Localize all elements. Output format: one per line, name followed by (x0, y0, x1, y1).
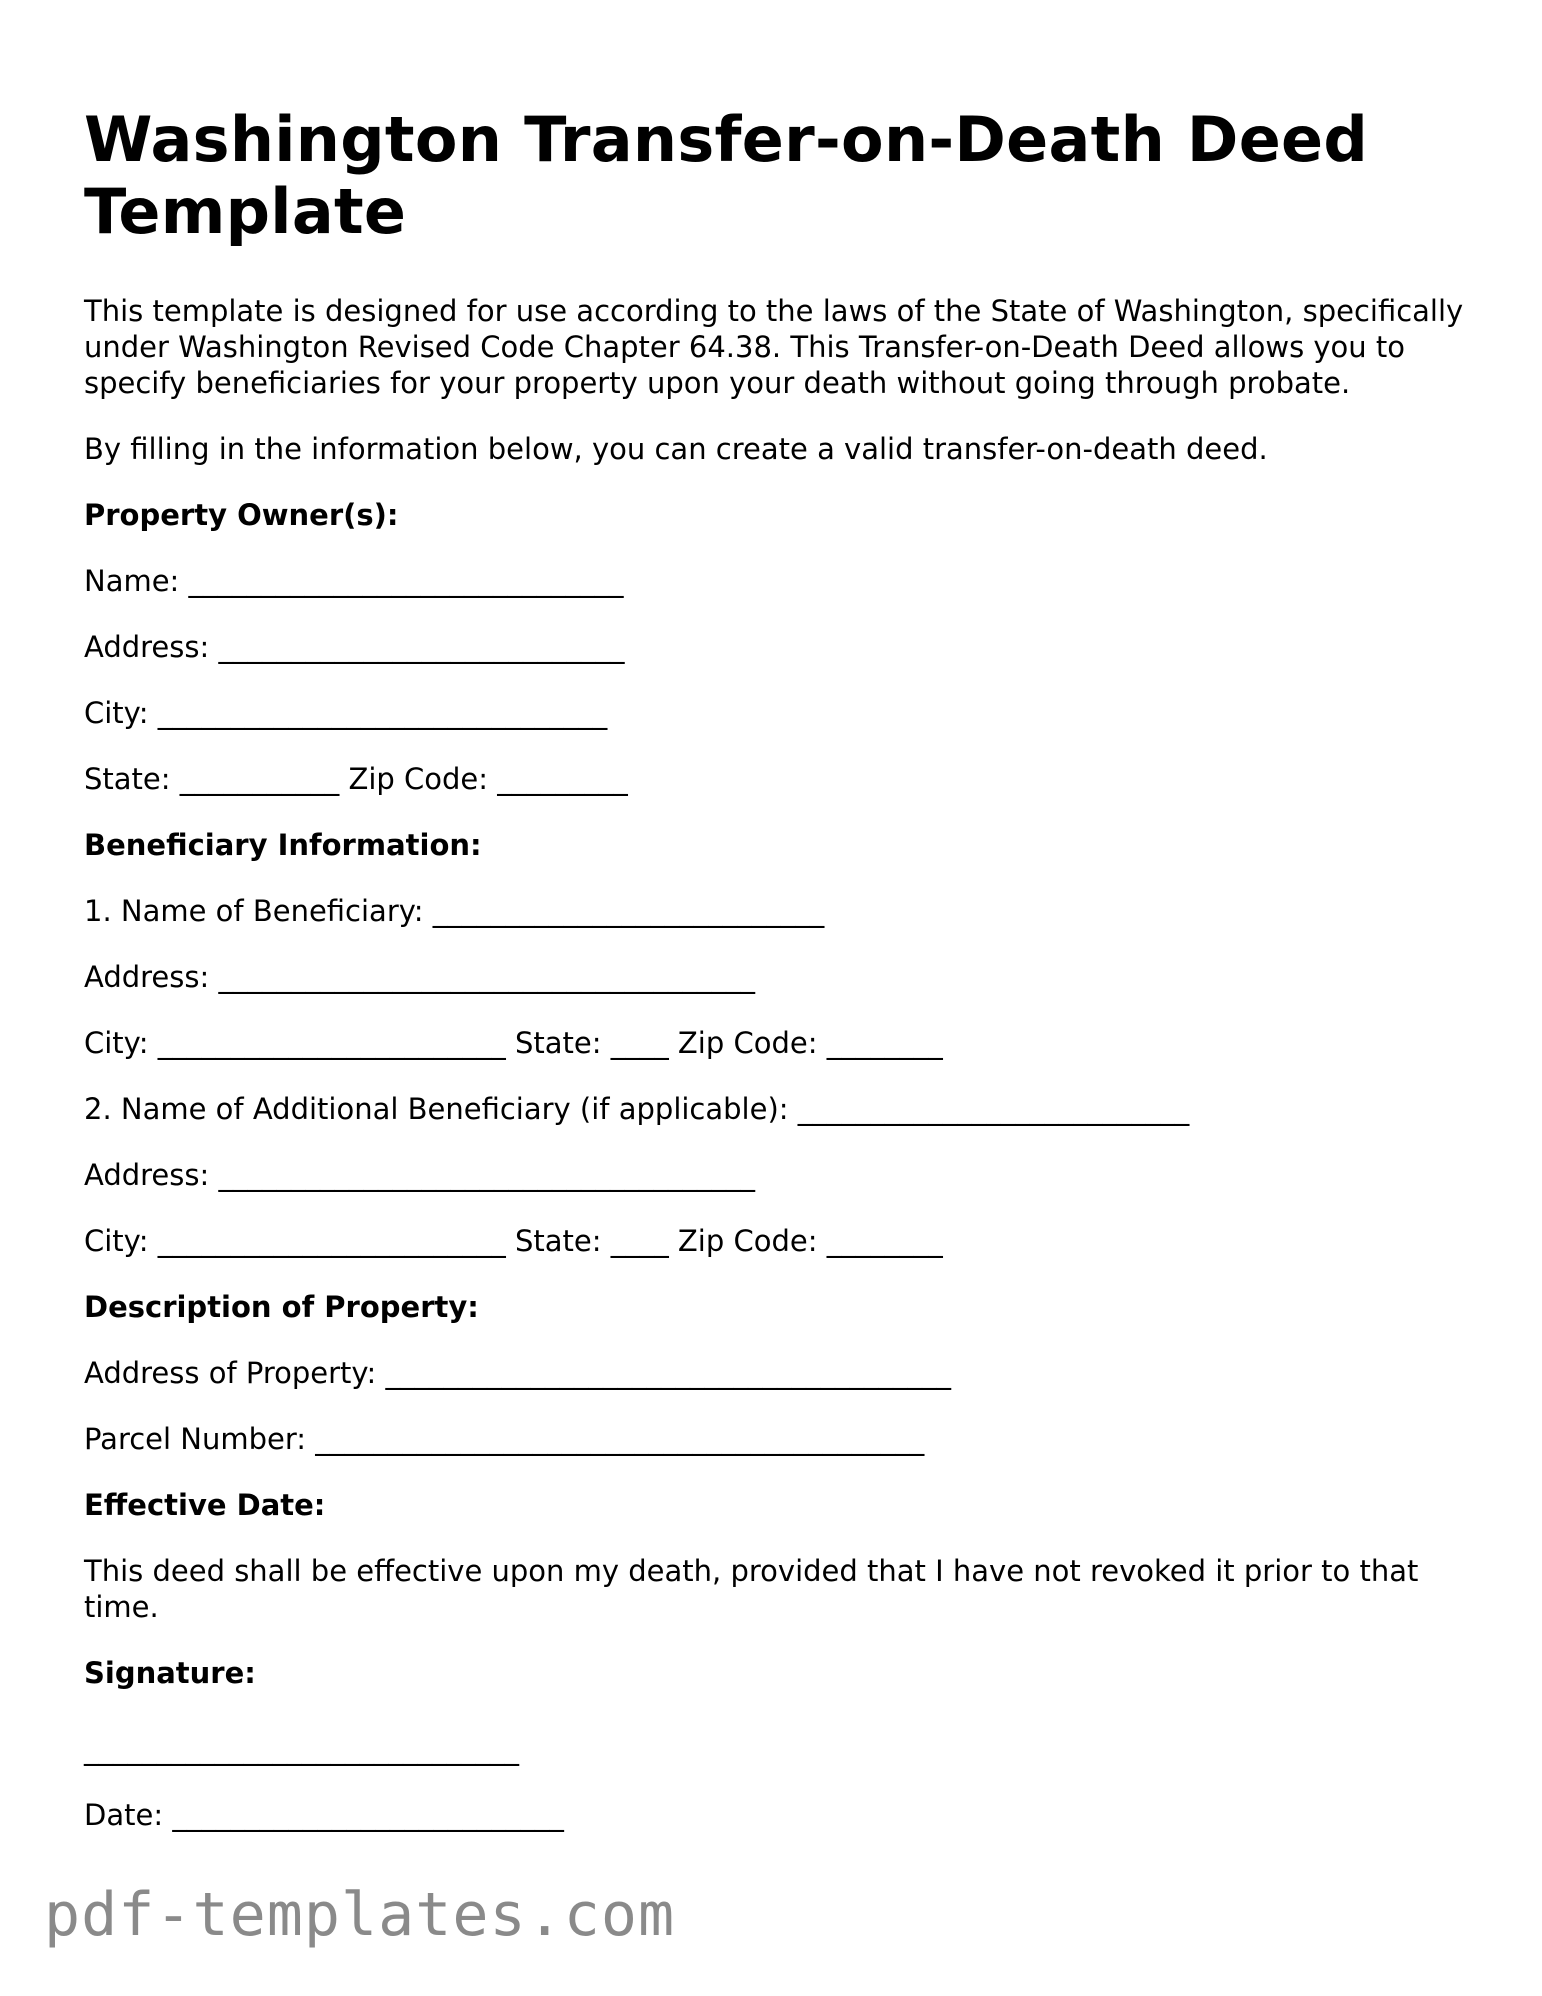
beneficiary-1-state-field[interactable]: ____ (610, 1026, 669, 1060)
beneficiary-1-address-line (84, 959, 1464, 995)
owner-city-label: City: (84, 696, 149, 730)
beneficiary-2-city-line (84, 1223, 1464, 1259)
owner-name-field[interactable]: ______________________________ (188, 564, 624, 598)
owner-address-label: Address: (84, 630, 210, 664)
owner-state-label: State: (84, 762, 171, 796)
intro-paragraph: This template is designed for use according to the laws of the State of Washington, specifically under Washington Revised Code Chapter 64.38. This Transfer-on-Death Deed allows you to specify beneficiaries for your property upon your death without going through probate. (84, 294, 1464, 400)
document-title: Washington Transfer-on-Death Deed Template (84, 103, 1369, 248)
beneficiary-1-address-label: Address: (84, 960, 210, 994)
beneficiary-1-zip-field[interactable]: ________ (826, 1026, 943, 1060)
beneficiary-2-address-label: Address: (84, 1158, 210, 1192)
beneficiary-1-zip-label: Zip Code: (677, 1026, 818, 1060)
owner-state-field[interactable]: ___________ (179, 762, 340, 796)
effective-date-text: This deed shall be effective upon my death, provided that I have not revoked it prior to that time. (84, 1554, 1419, 1624)
signature-date-line (84, 1797, 1464, 1833)
owner-name-line (84, 563, 1464, 599)
effective-date-heading: Effective Date: (84, 1488, 326, 1522)
property-address-field[interactable]: _______________________________________ (385, 1356, 951, 1390)
beneficiary-2-city-label: City: (84, 1224, 149, 1258)
beneficiary-1-city-label: City: (84, 1026, 149, 1060)
property-heading: Description of Property: (84, 1290, 479, 1324)
beneficiary-1-city-line (84, 1025, 1464, 1061)
beneficiary-2-name-line (84, 1091, 1464, 1127)
instruction-paragraph: By filling in the information below, you can create a valid transfer-on-death deed. (84, 432, 1268, 466)
beneficiary-2-name-field[interactable]: ___________________________ (797, 1092, 1190, 1126)
parcel-number-label: Parcel Number: (84, 1422, 307, 1456)
beneficiary-2-zip-label: Zip Code: (677, 1224, 818, 1258)
owner-address-line (84, 629, 1464, 665)
beneficiary-heading: Beneficiary Information: (84, 828, 482, 862)
beneficiary-2-zip-field[interactable]: ________ (826, 1224, 943, 1258)
signature-field[interactable]: ______________________________ (84, 1732, 519, 1766)
signature-date-label: Date: (84, 1798, 164, 1832)
parcel-number-field[interactable]: __________________________________________ (315, 1422, 925, 1456)
owner-heading: Property Owner(s): (84, 498, 399, 532)
beneficiary-1-city-field[interactable]: ________________________ (157, 1026, 506, 1060)
owner-name-label: Name: (84, 564, 180, 598)
watermark-text: pdf-templates.com (44, 1880, 676, 1950)
beneficiary-1-state-label: State: (514, 1026, 602, 1060)
beneficiary-2-city-field[interactable]: ________________________ (157, 1224, 506, 1258)
owner-city-line (84, 695, 1464, 731)
signature-heading: Signature: (84, 1656, 256, 1690)
beneficiary-2-address-line (84, 1157, 1464, 1193)
owner-state-zip-line (84, 761, 1464, 797)
property-address-label: Address of Property: (84, 1356, 377, 1390)
owner-zip-field[interactable]: _________ (497, 762, 628, 796)
beneficiary-2-address-field[interactable]: _____________________________________ (218, 1158, 755, 1192)
owner-city-field[interactable]: _______________________________ (157, 696, 608, 730)
parcel-number-line (84, 1421, 1464, 1457)
beneficiary-2-name-label: 2. Name of Additional Beneficiary (if applicable): (84, 1092, 789, 1126)
property-address-line (84, 1355, 1464, 1391)
owner-zip-label: Zip Code: (348, 762, 489, 796)
beneficiary-1-name-field[interactable]: ___________________________ (432, 894, 825, 928)
beneficiary-2-state-label: State: (514, 1224, 602, 1258)
beneficiary-2-state-field[interactable]: ____ (610, 1224, 669, 1258)
beneficiary-1-address-field[interactable]: _____________________________________ (218, 960, 755, 994)
document-page (84, 104, 1464, 1863)
signature-date-field[interactable]: ___________________________ (172, 1798, 564, 1832)
beneficiary-1-name-label: 1. Name of Beneficiary: (84, 894, 424, 928)
beneficiary-1-name-line (84, 893, 1464, 929)
signature-line (84, 1731, 1464, 1767)
owner-address-field[interactable]: ____________________________ (218, 630, 625, 664)
